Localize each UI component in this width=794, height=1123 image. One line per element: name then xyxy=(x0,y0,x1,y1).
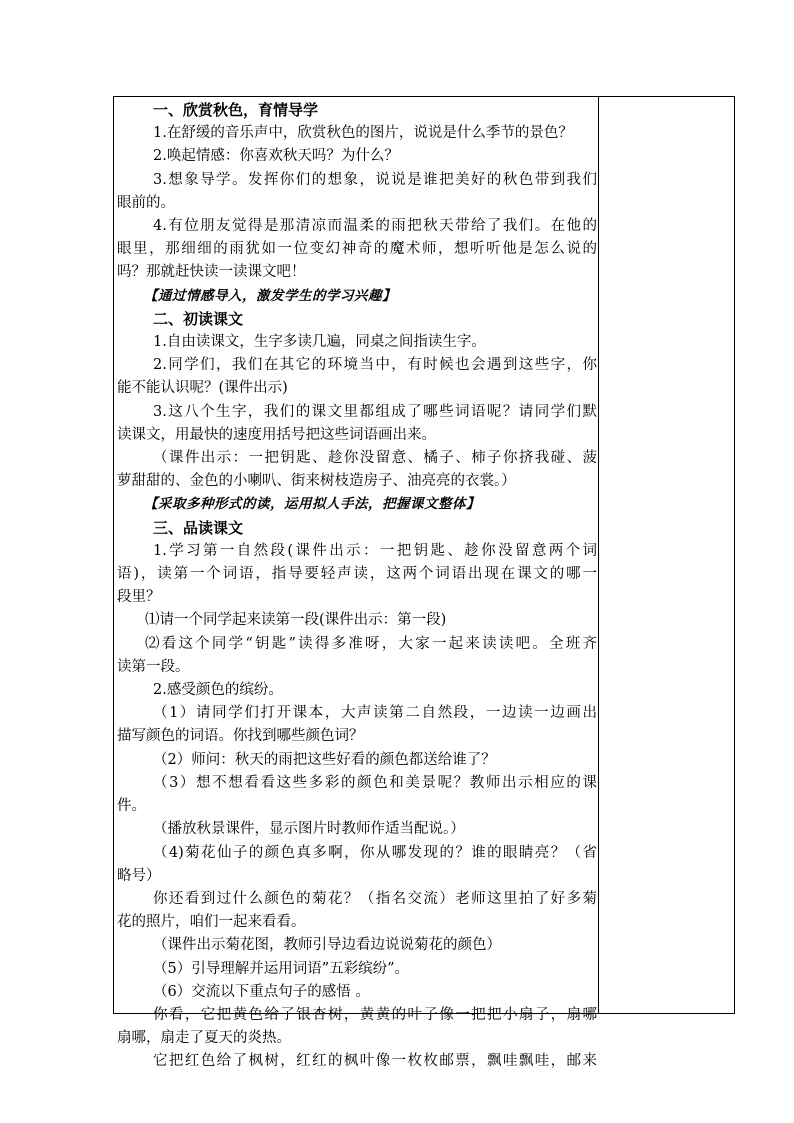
content-line: ⑴请一个同学起来读第一段(课件出示：第一段) xyxy=(145,612,447,629)
content-line: 语)，读第一个词语，指导要轻声读，这两个词语出现在课文的哪一 xyxy=(117,566,597,583)
content-line: （6）交流以下重点句子的感悟 。 xyxy=(153,983,370,1000)
content-line: 读第一段。 xyxy=(117,658,190,675)
content-line: （5）引导理解并运用词语”五彩缤纷”。 xyxy=(153,960,410,977)
content-line: 2.唤起情感：你喜欢秋天吗？为什么？ xyxy=(153,148,399,165)
content-line: 扇哪，扇走了夏天的炎热。 xyxy=(117,1030,291,1047)
content-line: 它把红色给了枫树，红红的枫叶像一枚枚邮票，飘哇飘哇，邮来 xyxy=(153,1053,597,1070)
section-heading: 一、欣赏秋色，育情导学 xyxy=(153,101,319,119)
section-heading: 二、初读课文 xyxy=(153,309,244,328)
teaching-note: 【采取多种形式的读，运用拟人手法，把握课文整体】 xyxy=(144,496,480,513)
content-line: 2.感受颜色的缤纷。 xyxy=(153,682,283,699)
content-line: 描写颜色的词语。你找到哪些颜色词？ xyxy=(117,728,364,745)
content-line: 花的照片，咱们一起来看看。 xyxy=(117,914,306,931)
content-line: 1.学习第一自然段(课件出示：一把钥匙、趁你没留意两个词 xyxy=(153,542,597,559)
content-line: 件。 xyxy=(117,798,146,815)
notes-cell xyxy=(599,97,734,1013)
content-line: 段里？ xyxy=(117,589,161,606)
content-line: 1.在舒缓的音乐声中，欣赏秋色的图片，说说是什么季节的景色？ xyxy=(153,125,573,142)
content-line: 读课文，用最快的速度用括号把这些词语画出来。 xyxy=(117,426,436,443)
content-line: 能不能认识呢？(课件出示) xyxy=(117,380,288,397)
section-heading: 三、品读课文 xyxy=(153,518,244,537)
lesson-plan-table xyxy=(113,96,735,1070)
content-line: （播放秋景课件，显示图片时教师作适当配说。） xyxy=(153,821,465,838)
teaching-note: 【通过情感导入，激发学生的学习兴趣】 xyxy=(144,287,396,304)
content-line: （3）想不想看看这些多彩的颜色和美景呢？教师出示相应的课 xyxy=(153,774,597,791)
content-line: 3.想象导学。发挥你们的想象，说说是谁把美好的秋色带到我们 xyxy=(153,171,597,188)
content-line: （4)菊花仙子的颜色真多啊，你从哪发现的？谁的眼睛亮？（省 xyxy=(153,844,597,861)
content-line: 你看，它把黄色给了银杏树，黄黄的叶子像一把把小扇子，扇哪 xyxy=(153,1006,597,1023)
lesson-content-cell xyxy=(117,99,597,1074)
content-line: （1）请同学们打开课本，大声读第二自然段，一边读一边画出 xyxy=(153,705,597,722)
content-line: 1.自由读课文，生字多读几遍，同桌之间指读生字。 xyxy=(153,334,486,351)
content-line: 你还看到过什么颜色的菊花？（指名交流）老师这里拍了好多菊 xyxy=(153,890,597,907)
content-line: 吗？那就赶快读一读课文吧！ xyxy=(117,264,306,281)
content-line: ⑵看这个同学“钥匙”读得多准呀，大家一起来读读吧。全班齐 xyxy=(145,635,597,652)
content-line: 略号） xyxy=(117,867,161,884)
content-line: （课件出示：一把钥匙、趁你没留意、橘子、柿子你挤我碰、菠 xyxy=(153,450,597,467)
content-line: 眼前的。 xyxy=(117,194,175,211)
content-line: 眼里，那细细的雨犹如一位变幻神奇的魔术师，想听听他是怎么说的 xyxy=(117,241,597,258)
content-line: 4.有位朋友觉得是那清凉而温柔的雨把秋天带给了我们。在他的 xyxy=(153,218,597,235)
content-line: （课件出示菊花图，教师引导边看边说说菊花的颜色） xyxy=(153,937,501,954)
content-line: 3.这八个生字，我们的课文里都组成了哪些词语呢？请同学们默 xyxy=(153,403,597,420)
content-line: （2）师问：秋天的雨把这些好看的颜色都送给谁了？ xyxy=(153,751,496,768)
content-line: 萝甜甜的、金色的小喇叭、街来树枝造房子、油亮亮的衣裳。） xyxy=(117,473,516,490)
content-line: 2.同学们，我们在其它的环境当中，有时候也会遇到这些字，你 xyxy=(153,357,597,374)
